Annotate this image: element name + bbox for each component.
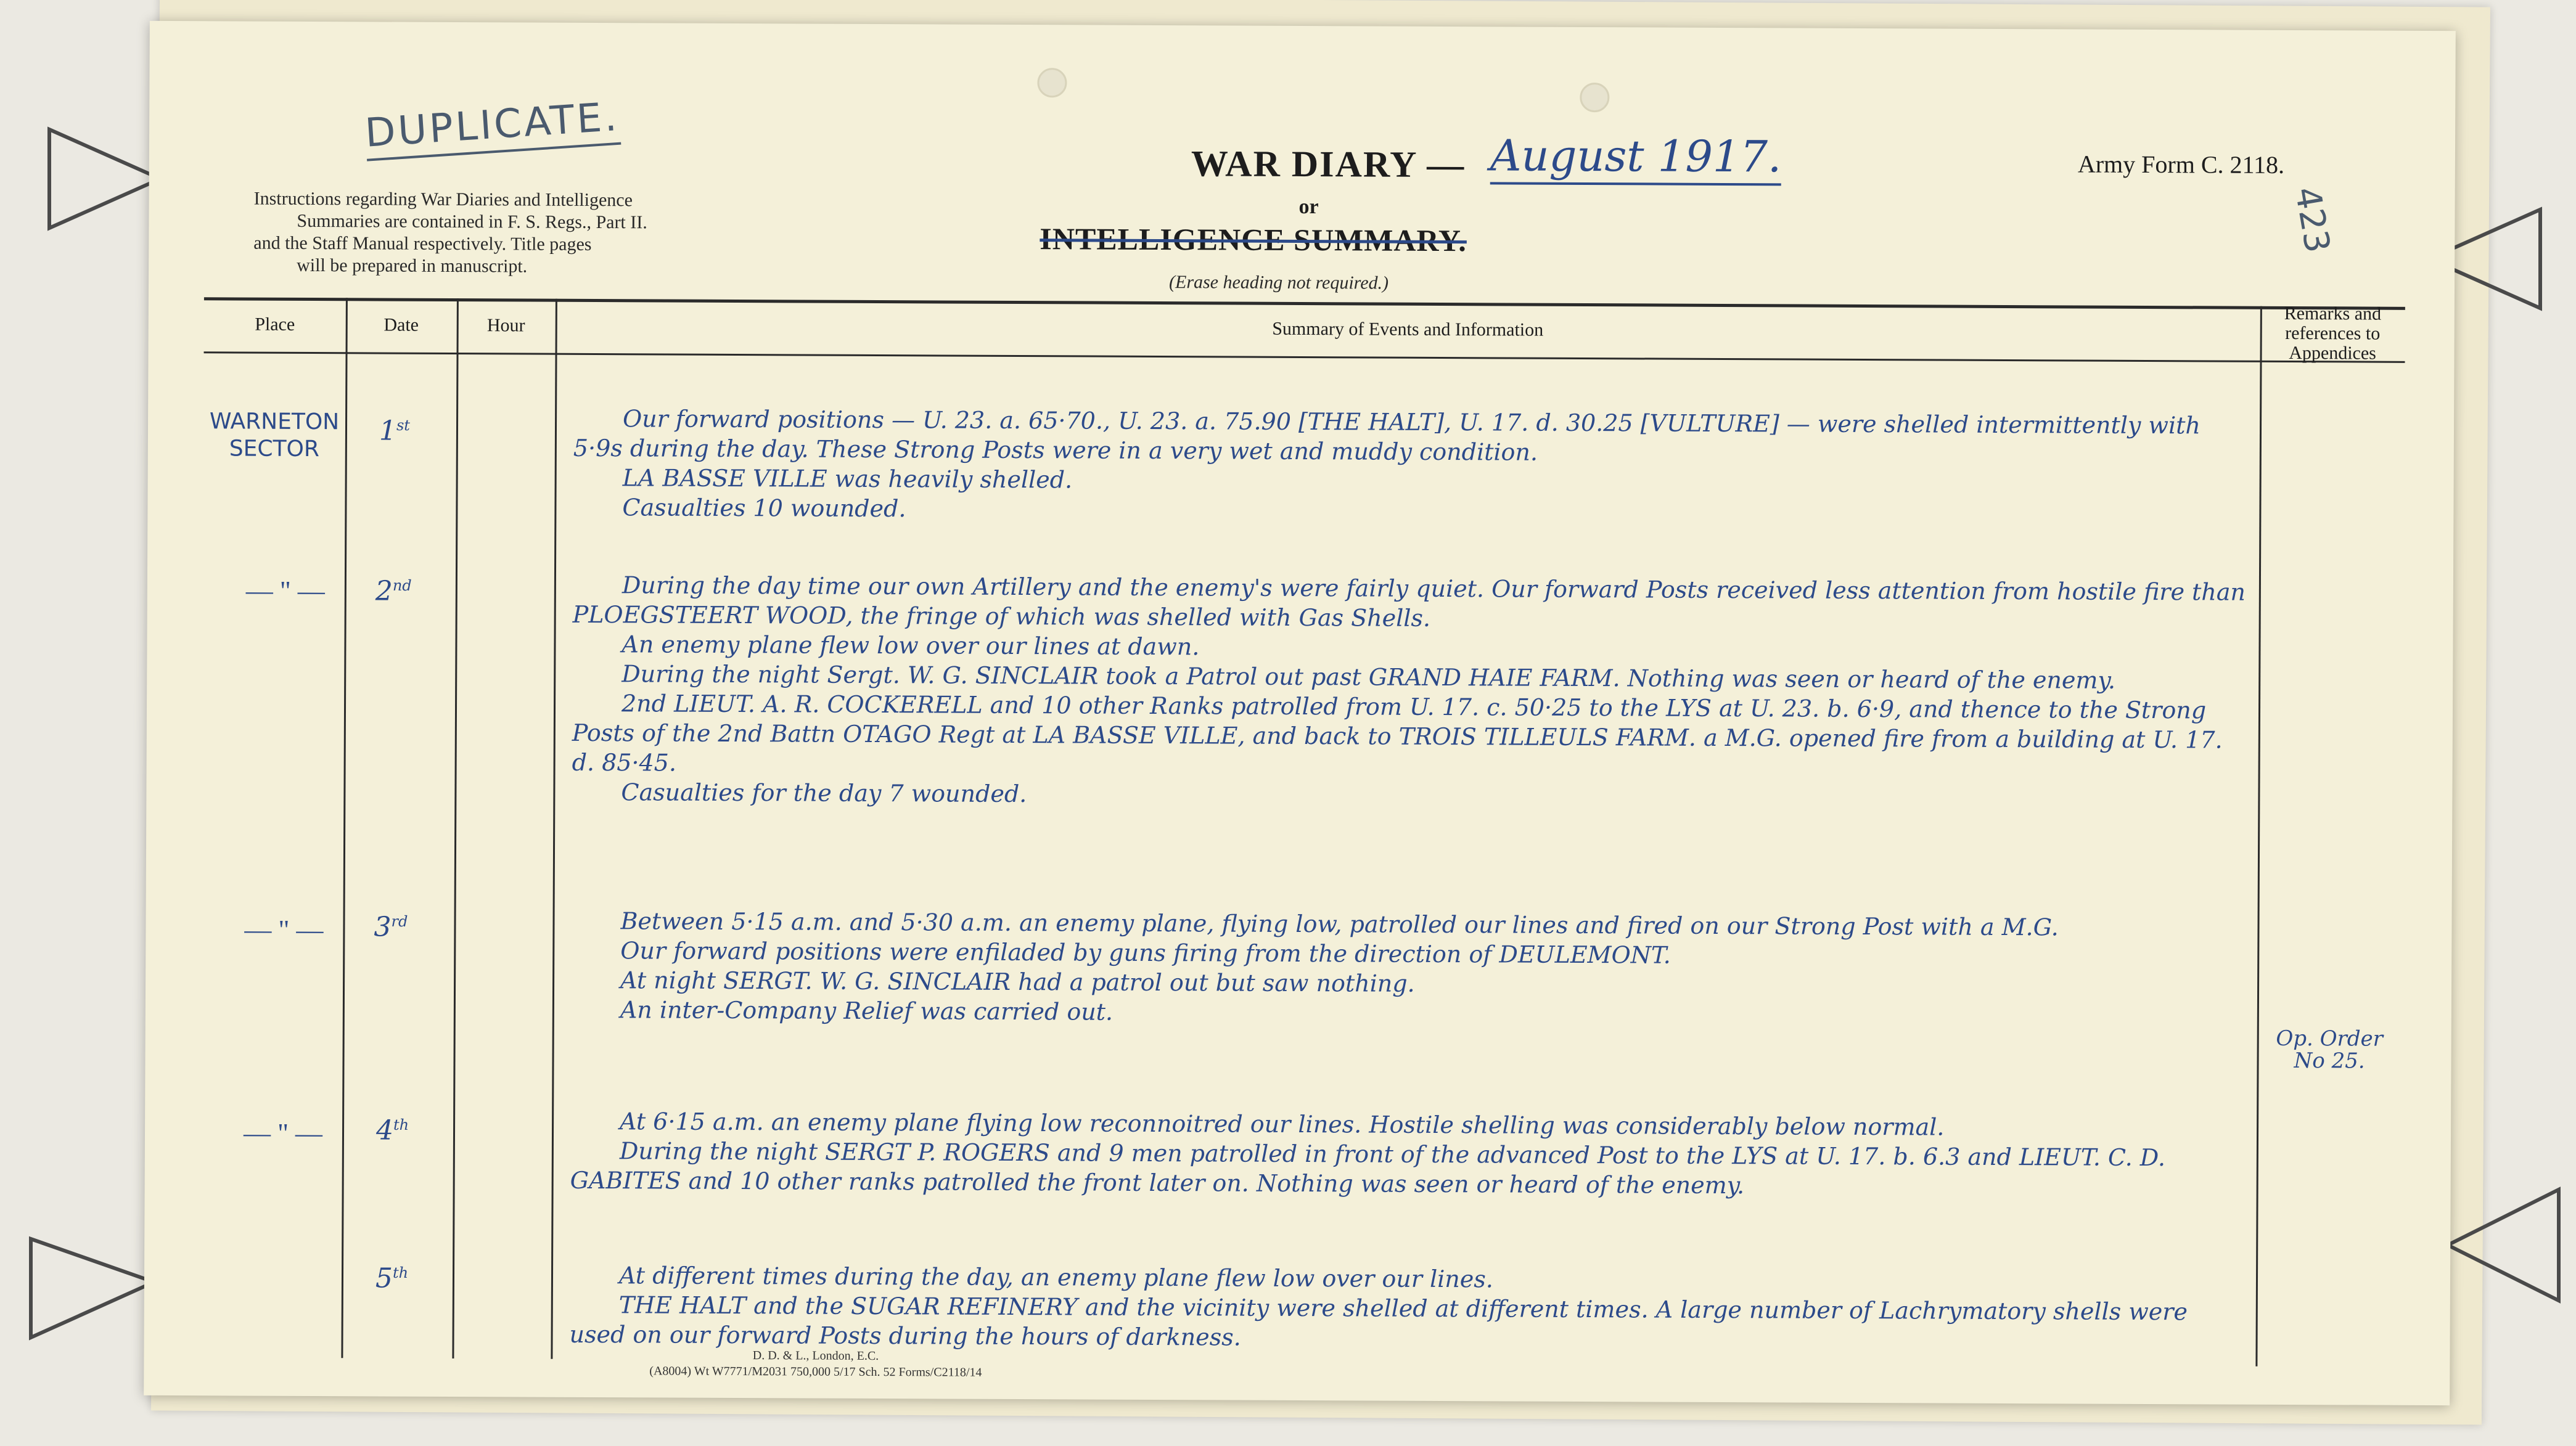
ditto-mark: — " — xyxy=(243,1117,323,1149)
column-rule xyxy=(2255,306,2262,1366)
corner-triangle-top-left xyxy=(43,123,166,234)
entry-line: An inter-Company Relief was carried out. xyxy=(620,996,1114,1026)
column-header-remarks xyxy=(2260,303,2405,364)
place-sector xyxy=(203,408,345,463)
entry-date xyxy=(376,1114,409,1146)
printer-imprint xyxy=(649,1347,982,1380)
column-header-hour: Hour xyxy=(486,315,525,336)
ditto-mark: — " — xyxy=(245,575,325,607)
remark-op-order xyxy=(2257,1027,2402,1072)
erase-note: (Erase heading not required.) xyxy=(1168,272,1389,293)
entry-line: During the night SERGT P. ROGERS and 9 men patrolled in front of the advanced Post to the LYS at U. 17. b. 6.3 and LIEUT. C. D. GABITES and 10 other ranks patrolled the front later on. Nothing was seen or heard of the enemy. xyxy=(570,1137,2166,1199)
punch-hole xyxy=(1580,83,1609,112)
remark-line: No 25. xyxy=(2294,1048,2365,1074)
date-suffix: th xyxy=(393,1116,409,1134)
folio-number: 423 xyxy=(2286,184,2338,256)
remarks-header-line: Appendices xyxy=(2289,342,2376,364)
imprint-line: D. D. & L., London, E.C. xyxy=(752,1349,879,1363)
entry-line: Between 5·15 a.m. and 5·30 a.m. an enemy plane, flying low, patrolled our lines and fired on our Strong Post with a M.G. xyxy=(620,907,2059,941)
or-word: or xyxy=(1298,195,1319,219)
place-line: WARNETON xyxy=(209,409,340,435)
date-suffix: st xyxy=(396,416,411,435)
date-suffix: nd xyxy=(392,576,412,595)
entry-line: An enemy plane flew low over our lines at dawn. xyxy=(621,631,1200,661)
column-header-summary: Summary of Events and Information xyxy=(1272,318,1544,340)
diary-entry xyxy=(573,404,2250,529)
entry-line: At 6·15 a.m. an enemy plane flying low reconnoitred our lines. Hostile shelling was considerably below normal. xyxy=(620,1108,1945,1141)
diary-entry xyxy=(569,1260,2247,1357)
intelligence-summary-title: INTELLIGENCE SUMMARY. xyxy=(1040,221,1467,258)
entry-line: THE HALT and the SUGAR REFINERY and the vicinity were shelled at different times. A large number of Lachrymatory shells were used on our forward Posts during the hours of darkness. xyxy=(569,1291,2188,1351)
diary-table xyxy=(199,297,2405,1367)
entry-date xyxy=(375,575,412,607)
entry-line: At night SERGT. W. G. SINCLAIR had a patrol out but saw nothing. xyxy=(620,966,1415,997)
diary-entry xyxy=(571,906,2249,1032)
date-day: 2 xyxy=(375,575,393,607)
place-line: SECTOR xyxy=(229,436,319,462)
entry-line: Casualties for the day 7 wounded. xyxy=(621,778,1027,808)
entry-date xyxy=(374,911,408,942)
entry-line: At different times during the day, an enemy plane flew low over our lines. xyxy=(618,1262,1493,1293)
ditto-mark: — " — xyxy=(244,914,324,946)
entry-line: 2nd LIEUT. A. R. COCKERELL and 10 other Ranks patrolled from U. 17. c. 50·25 to the LYS at U. 23. b. 6·9, and thence to the Strong Posts of the 2nd Battn OTAGO Regt at LA BASSE VILLE, and back to TROIS TILLEULS FARM. a M.G. opened fire from a building at U. 17. d. 85·45. xyxy=(572,690,2223,777)
entry-line: LA BASSE VILLE was heavily shelled. xyxy=(622,464,1073,494)
column-header-place: Place xyxy=(255,314,295,335)
entry-line: Our forward positions — U. 23. a. 65·70., U. 23. a. 75.90 [THE HALT], U. 17. d. 30.25 [VULTURE] — were shelled intermittently with 5·9s during the day. These Strong Posts were in a very wet and muddy condition. xyxy=(573,405,2201,466)
date-day: 1 xyxy=(379,415,397,447)
entry-date xyxy=(375,1262,408,1294)
entry-line: During the night Sergt. W. G. SINCLAIR took a Patrol out past GRAND HAIE FARM. Nothing was seen or heard of the enemy. xyxy=(621,660,2116,694)
corner-triangle-bottom-right xyxy=(2442,1183,2565,1307)
instructions-line: will be prepared in manuscript. xyxy=(297,255,528,277)
duplicate-stamp: DUPLICATE. xyxy=(364,94,621,161)
column-header-date: Date xyxy=(384,314,419,335)
entry-date xyxy=(379,415,410,446)
punch-hole xyxy=(1037,68,1067,97)
instructions-line: Summaries are contained in F. S. Regs., Part II. xyxy=(297,210,647,233)
instructions xyxy=(253,188,945,280)
date-suffix: rd xyxy=(391,912,408,931)
instructions-line: Instructions regarding War Diaries and Intelligence xyxy=(253,188,633,211)
army-form-number: Army Form C. 2118. xyxy=(2077,150,2285,179)
entry-line: Casualties 10 wounded. xyxy=(622,494,906,523)
date-day: 3 xyxy=(374,911,392,943)
diary-entry xyxy=(570,1106,2248,1203)
imprint-line: (A8004) Wt W7771/M2031 750,000 5/17 Sch. 52 Forms/C2118/14 xyxy=(649,1364,982,1379)
remark-line: Op. Order xyxy=(2276,1026,2384,1052)
war-diary-page xyxy=(144,21,2456,1405)
diary-entry xyxy=(572,570,2250,814)
corner-triangle-bottom-left xyxy=(25,1233,160,1344)
column-rule xyxy=(452,298,459,1358)
column-rule xyxy=(551,299,557,1359)
remarks-header-line: Remarks and xyxy=(2284,303,2382,324)
entry-line: During the day time our own Artillery and the enemy's were fairly quiet. Our forward Posts received less attention from hostile fire than PLOEGSTEERT WOOD, the fringe of which was shelled with Gas Shells. xyxy=(572,571,2246,632)
page-title: WAR DIARY — xyxy=(1191,143,1466,186)
date-day: 4 xyxy=(375,1114,394,1146)
entry-line: Our forward positions were enfiladed by guns firing from the direction of DEULEMONT. xyxy=(620,937,1671,969)
instructions-line: and the Staff Manual respectively. Title pages xyxy=(253,232,592,255)
remarks-header-line: references to xyxy=(2285,322,2381,344)
diary-month: August 1917. xyxy=(1490,130,1782,186)
date-day: 5 xyxy=(375,1262,393,1294)
date-suffix: th xyxy=(392,1264,409,1282)
